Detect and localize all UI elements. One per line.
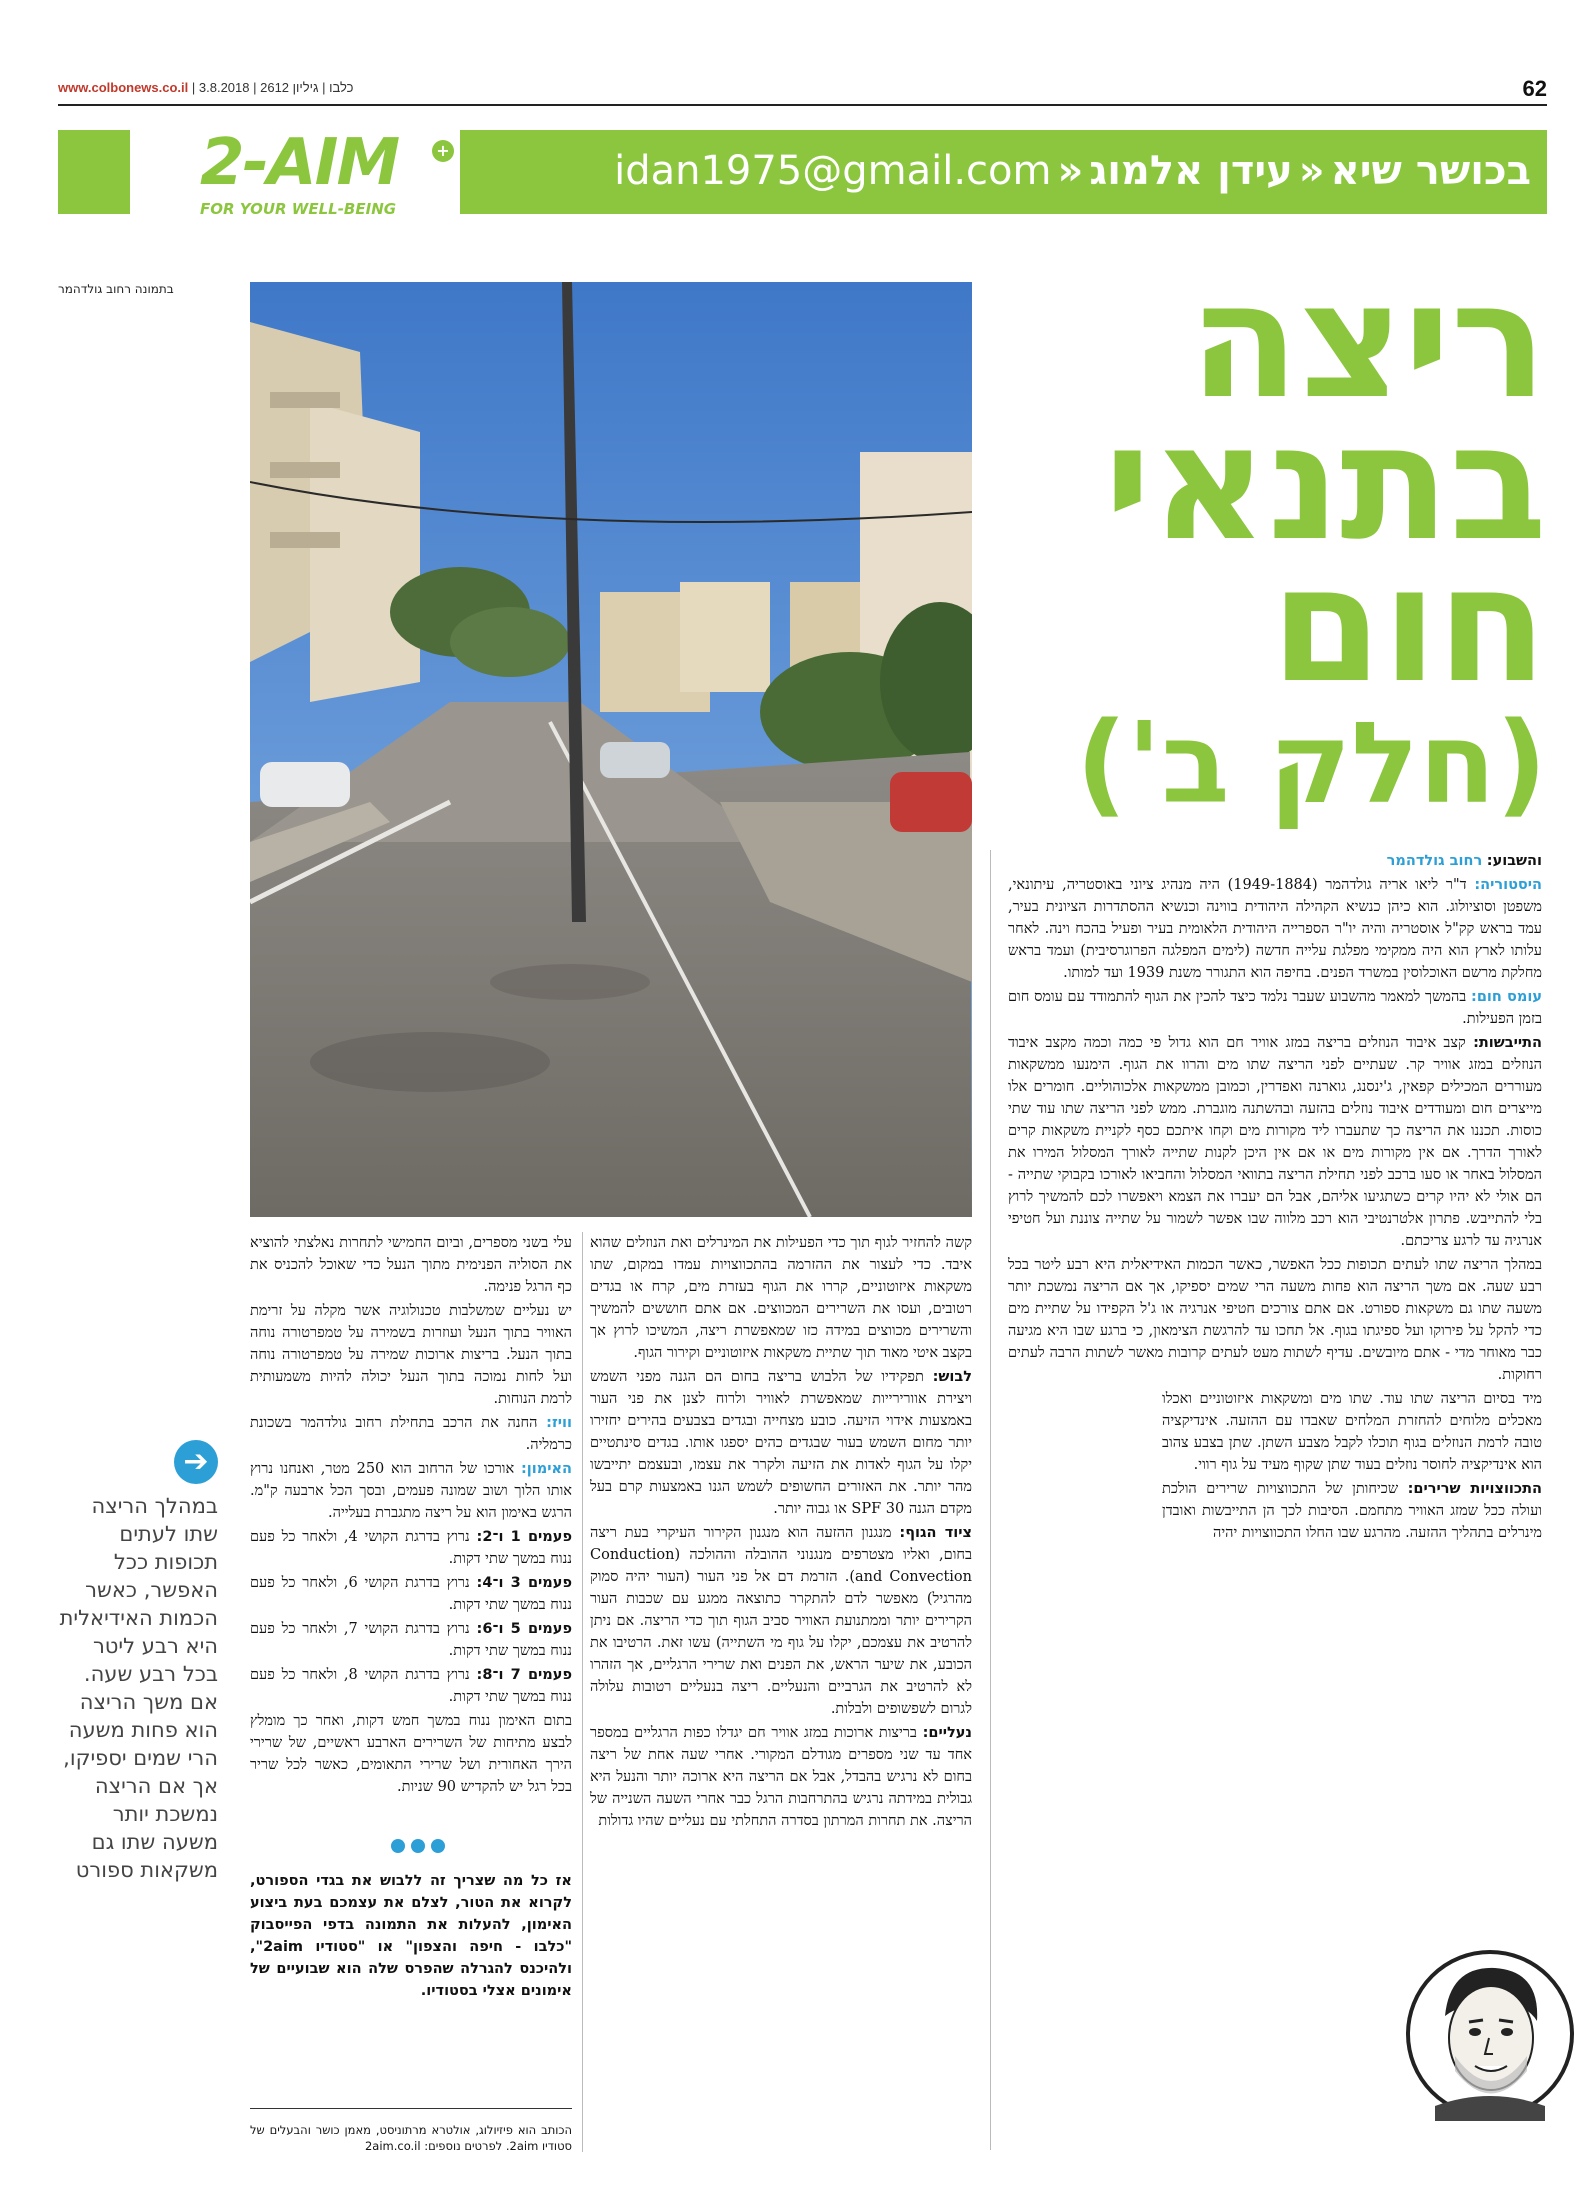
- street-photo: [250, 282, 972, 1217]
- section-dots: [388, 1838, 448, 1857]
- chevron-icon: «: [1057, 148, 1084, 194]
- logo-tagline: FOR YOUR WELL-BEING: [200, 200, 397, 218]
- article-column-3: [250, 1232, 572, 1800]
- clothing-text: תפקידיו של הלבוש בריצה בחום הם הגנה מפני השמש ויצירת אוורירייות שמאפשרת לאוויר ולרוח לצנן את פני העור באמצעות אידוי הזיעה. כובע מצחייה ובגדים בצבעים בהירים יחזירו יותר מחום השמש בעור שבגדים כהים יספגו אותו. בגדים סינתטיים יקלו על הגוף לאדות את הזיעה ולקרר את עצמו, ובעצמם יתייבשו מהר יותר. את האזורים החשופים לשמש הגנו באמצעות קרם בעל מקדם הגנה SPF 30 או גבוה יותר.: [590, 1369, 972, 1517]
- chevron-icon: «: [1298, 148, 1325, 194]
- street-name: רחוב גולדהמר: [1386, 853, 1483, 869]
- headline-line-2: בתנאי: [1104, 389, 1547, 576]
- clothing-label: לבוש:: [932, 1369, 973, 1385]
- cooling-text: מנגנון ההזעה הוא מנגנון הקירור העיקרי בעת ריצה בחום, ואליו מצטרפים מנגנוני ההובלה וההולכה (Conduction and Convection). הזרמת דם אל פני העור (העור יהיה סמוק מהרגיל) מאפשר לדם להתקרר כתוצאה ממגע עם שכבות העור הקרירים יותר וממתנועת האוויר סביב הגוף תוך כדי הריצה. אם ניתן להרטיב את עצמכם, יקלו על גוף מי השתייה) עשו זאת. הרטיבו את הכובע, את שיער הראש, את הפנים ואת שרירי הרגליים, אך הזהרו לא להרטיב את הגרביים והנעליים. ריצה בנעליים רטובות עלולה לגרום לשפשופים ולבלות.: [590, 1525, 972, 1717]
- author-portrait: [1405, 1946, 1575, 2121]
- dot-icon: [411, 1839, 425, 1853]
- logo-plus-icon: +: [432, 140, 454, 162]
- heat-label: עומס חום:: [1471, 989, 1543, 1005]
- photo-credit: בתמונה רחוב גולדהמר: [58, 282, 174, 296]
- site-url[interactable]: www.colbonews.co.il: [58, 80, 189, 95]
- page-number: 62: [1522, 76, 1547, 101]
- rep-text: נרוץ בדרגת הקושי 7, ולאחר כל פעם ננוח במשך שתי דקות.: [250, 1621, 572, 1659]
- article-column-2: [590, 1232, 972, 1834]
- during-run-text: במהלך הריצה שתו לעתים תכופות ככל האפשר, כאשר הכמות האידיאלית היא רבע ליטר בכל רבע שעה. אם משך הריצה הוא פחות משעה הרי שמים יספיקו, אך אם הריצה נמשכת יותר משעה שתו גם משקאות ספורט. אם אתם צורכים חטיפי אנרגיה או ג'ל הקפידו על שתיית מים כדי להקל על פירוקו ועל ספיגתו בגוף. אל תחכו עד להרגשת הצימאון, כי ברגע שבו היא מגיעה כבר מאוחר מדי - אתם מיובשים. עדיף לשתות מעט לעתים קרובות מאשר לשתות הרבה לעתים רחוקות.: [1008, 1257, 1542, 1383]
- col3-text: יש נעליים שמשלבות טכנולוגיה אשר מקלה על זרימת האוויר בתוך הנעל ועוזרות בשמירה על טמפרטורה נוחה בתוך הנעל. בריצות ארוכות שמירה על טמפרטורה נוחה ועל לחות נמוכה בתוך הנעל יכולה להיות משמעותית לרמת הנוחות.: [250, 1303, 572, 1407]
- heat-text: בהמשך למאמר מהשבוע שעבר נלמד כיצד להכין את הגוף להתמודד עם עומס חום בזמן הפעילות.: [1008, 989, 1542, 1027]
- headline-line-3: חום: [1270, 531, 1547, 718]
- dot-icon: [431, 1839, 445, 1853]
- history-label: היסטוריה:: [1474, 877, 1542, 893]
- column-name: בכושר שיא: [1330, 148, 1531, 194]
- top-rule: [58, 104, 1547, 106]
- issue-info: [58, 80, 353, 95]
- headline-line-1: ריצה: [1189, 247, 1547, 434]
- dehydration-label: התייבשות:: [1473, 1035, 1543, 1051]
- author-email[interactable]: idan1975@gmail.com: [614, 148, 1052, 194]
- dot-icon: [391, 1839, 405, 1853]
- brand-logo: 2-AIM: [200, 126, 399, 200]
- pull-quote: במהלך הריצה שתו לעתים תכופות ככל האפשר, כאשר הכמות האידיאלית היא רבע ליטר בכל רבע שעה. אם משך הריצה הוא פחות משעה הרי שמים יספיקו, אך אם הריצה נמשכת יותר משעה שתו גם משקאות ספורט: [59, 1494, 218, 1882]
- article-headline: [967, 247, 1547, 829]
- footer-rule: [250, 2108, 572, 2109]
- rep-text: נרוץ בדרגת הקושי 8, ולאחר כל פעם ננוח במשך שתי דקות.: [250, 1667, 572, 1705]
- footwear-text: בריצות ארוכות במזג אוויר חם יגדלו כפות הרגליים במספר אחד עד שני מספרים מגודלם המקורי. אחרי שעה אחת של ריצה בחום לא נרגיש בהבדל, אבל אם הריצה היא ארוכה יותר והנעל היא גבולית במידתה נרגיש בהתרחבות הרגל כבר אחרי השעה השנייה של הריצה. את תחרות המרתון בסדרה התחלתי עם נעליים שהיו גדולות: [590, 1725, 972, 1829]
- dehydration-text: קצב איבוד הנוזלים בריצה במזג אוויר חם הוא גדול פי כמה וכמה מקצב איבוד הנוזלים במזג אוויר קר. שעתיים לפני הריצה שתו מים והרוו את הגוף. הימנעו ממשקאות מעוררים המכילים קפאין, ג'ינסנג, גוארנה ואפדרין, וכמובן ממשקאות אלכוהוליים. חומרים אלו מייצרים חום ומעודדים איבוד נוזלים בהזעה ובהשתנה מוגברת. ממש לפני הריצה שתו עוד שתי כוסות. תכננו את הריצה כך שתעברו ליד מקורות מים וקחו איתכם כסף לקניית משקאות קרים לאורך הדרך. אם אין מקורות מים או אם אין היכן לקנות שתייה לאורך המסלול המירו את המסלול באחר או סעו ברכב לפני תחילת הריצה בתוואי המסלול והחביאו לאורכו בקבוקי שתייה - הם אולי לא יהיו קרים כשתגיעו אליהם, אבל הם יעברו את הצמא ויאפשרו לכם להמשיך לרוץ בלי להתייבש. פתרון אלטרנטיבי הוא רכב מלווה שבו אפשר לשמור על שתייה צוננת ועל חטיפי אנרגיה עד לרגע צריכתם.: [1008, 1035, 1542, 1249]
- rep-label: פעמים 1 ו־2:: [476, 1529, 572, 1545]
- rep-label: פעמים 7 ו־8:: [476, 1667, 572, 1683]
- article-column-1: [1008, 850, 1542, 1546]
- waze-text: החנה את הרכב בתחילת רחוב גולדהמר בשכונת כרמליה.: [250, 1415, 572, 1453]
- headline-part: (חלק ב'): [1075, 699, 1547, 829]
- column-divider: [582, 1232, 583, 2152]
- rep-label: פעמים 5 ו־6:: [476, 1621, 572, 1637]
- promo-text: אז כל מה שצריך זה ללבוש את בגדי הספורט, לקרוא את הטור, לצלם את עצמכם בעת ביצוע האימון, להעלות את התמונה בדפי הפייסבוק "כלבו - חיפה והצפון" או "סטודיו 2aim", ולהיכנס להגרלה שהפרס שלה הוא שבועיים של אימונים אצלי בסטודיו.: [250, 1873, 572, 1999]
- history-text: ד"ר ליאו אריה גולדהמר (1949-1884) היה מנהיג ציוני באוסטריה, עיתונאי, משפטן וסוציולוג. הוא כיהן כנשיא הקהילה היהודית בווינה וכנשיא ההסתדרות הציונית בעיר, עמד בראש קק"ל אוסטריה והיה יו"ר הספרייה היהודית הלאומית בעיר ופעיל בהכח וינה. לאחר עלותו לארץ הוא היה ממקימי מפלגת עלייה חדשה (לימים המפלגה הפרוגרסיבית) ועמד בראש מחלקת מרשם האוכלוסין במשרד הפנים. בחיפה הוא התגורר משנת 1939 ועד למותו.: [1008, 877, 1542, 981]
- cramps-text: שכיחותן של התכווצויות שרירים הולכת ועולה ככל שמזג האוויר מתחמם. הסיבות לכך הן התייבשות ואובדן מינרלים בתהליך ההזעה. מהרגע שבו החלו התכווצויות יהיה: [1162, 1481, 1542, 1541]
- col3-text: עלי בשני מספרים, וביום החמישי לתחרות נאלצתי להוציא את הסוליה הפנימית מתוך הנעל כדי שאוכל להכניס את כף הרגל פנימה.: [250, 1235, 572, 1295]
- rep-label: פעמים 3 ו־4:: [476, 1575, 572, 1591]
- after-run-text: מיד בסיום הריצה שתו עוד. שתו מים ומשקאות איזוטוניים ואכלו מאכלים מלוחים להחזרת המלחים שאבדו עם ההזעה. אינדיקציה טובה לרמת הנוזלים בגוף תוכלו לקבל מצבע השתן. שתן בצבע צהוב הוא אינדיקציה לחוסר נוזלים בעוד שתן שקוף מעיד על גוף רווי.: [1162, 1391, 1542, 1473]
- rep-text: נרוץ בדרגת הקושי 6, ולאחר כל פעם ננוח במשך שתי דקות.: [250, 1575, 572, 1613]
- workout-text: אורכו של הרחוב הוא 250 מטר, ואנחנו נרוץ אותו הלוך ושוב שמונה פעמים, ובסך הכל ארבעה ק"מ. הרגש באימון הוא על ריצה מתגברת בעלייה.: [250, 1461, 572, 1521]
- workout-label: האימון:: [520, 1461, 572, 1477]
- author-name: עידן אלמוג: [1089, 148, 1293, 194]
- waze-label: וויז:: [546, 1415, 572, 1431]
- footwear-label: נעליים:: [922, 1725, 972, 1741]
- author-note: הכותב הוא פיזיולוג, אולטרא מרתוניסט, מאמן כושר והבעלים של סטודיו 2aim. לפרטים נוספים: 2aim.co.il: [250, 2123, 572, 2153]
- column-divider: [990, 850, 991, 2150]
- rep-text: נרוץ בדרגת הקושי 4, ולאחר כל פעם ננוח במשך שתי דקות.: [250, 1529, 572, 1567]
- cramps-label: התכווצויות שרירים:: [1407, 1481, 1542, 1497]
- cooling-label: ציוד הגוף:: [899, 1525, 972, 1541]
- arrow-right-icon: ➔: [174, 1440, 218, 1484]
- banner-byline: [614, 148, 1531, 194]
- col2-text: קשה להחזיר לגוף תוך כדי הפעילות את המינרלים ואת הנוזלים שהוא איבד. כדי לעצור את ההזרמה בהתכווצויות עמדו במקום, שתו משקאות איזוטוניים, קררו את הגוף בעזרת מים, קרח או בגדים רטובים, ועסו את השרירים המכווצים. אם אתם חוששים להמשיך והשרירים מכווצים במידה כזו שמאפשרת ריצה, המשיכו לרוץ אך בקצב איטי מאוד תוך שתיית משקאות איזוטוניים וקירור הגוף.: [590, 1235, 972, 1361]
- street-label: והשבוע:: [1486, 853, 1542, 869]
- col3-end-text: בתום האימון ננוח במשך חמש דקות, ואחר כך מומלץ לבצע מתיחות של השרירים הארבע ראשיים, של שרירי הירך האחורית ושל שרירי התאומים, כאשר לכל שריר בכל רגל יש להקדיש 90 שניות.: [250, 1713, 572, 1795]
- issue-meta: | כלבו | גיליון 2612 | 3.8.2018: [191, 80, 354, 95]
